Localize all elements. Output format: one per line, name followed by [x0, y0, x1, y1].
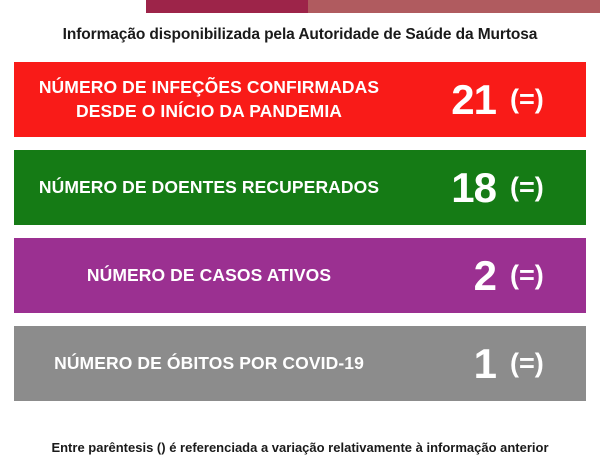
stat-value-group: [400, 251, 586, 299]
stat-value-group: [400, 163, 586, 211]
stat-value: 21: [451, 75, 496, 123]
stat-value: 18: [451, 163, 496, 211]
stat-row-deaths: [14, 326, 586, 401]
page-title: Informação disponibilizada pela Autoridade de Saúde da Murtosa: [62, 26, 538, 43]
footnote-text: Entre parêntesis () é referenciada a variação relativamente à informação anterior: [51, 440, 549, 455]
stat-value-group: [400, 339, 586, 387]
stat-delta: (=): [510, 260, 544, 290]
stat-row-recovered: [14, 150, 586, 225]
banner-segment-middle: [146, 0, 308, 13]
stat-label: NÚMERO DE INFEÇÕES CONFIRMADAS DESDE O INÍCIO DA PANDEMIA: [38, 76, 380, 121]
banner-segment-right: [308, 0, 600, 13]
stat-delta: (=): [510, 84, 544, 114]
stat-delta: (=): [510, 172, 544, 202]
top-banner-strip: [0, 0, 600, 16]
stat-value: 2: [473, 251, 496, 299]
statistics-list: [14, 62, 586, 414]
stat-label: NÚMERO DE CASOS ATIVOS: [86, 264, 332, 285]
banner-segment-left: [0, 0, 146, 13]
stat-value-group: [400, 75, 586, 123]
stat-value: 1: [473, 339, 496, 387]
stat-delta: (=): [510, 348, 544, 378]
stat-label: NÚMERO DE ÓBITOS POR COVID-19: [54, 352, 364, 373]
stat-row-confirmed-cases: [14, 62, 586, 137]
stat-label: NÚMERO DE DOENTES RECUPERADOS: [38, 176, 380, 197]
stat-row-active-cases: [14, 238, 586, 313]
